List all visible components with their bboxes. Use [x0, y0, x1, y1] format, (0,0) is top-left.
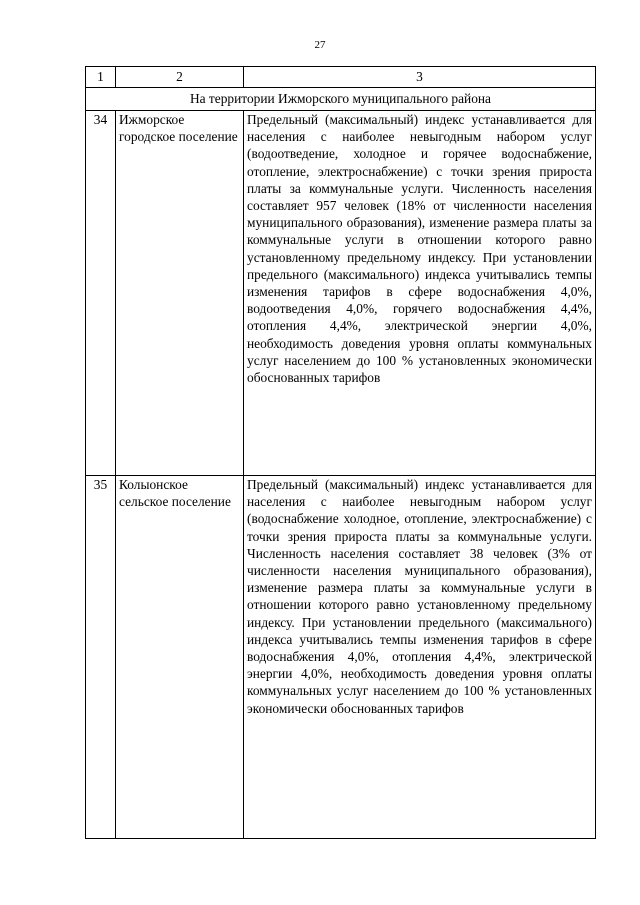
settlement-name: Колыонское сельское поселение	[116, 476, 244, 839]
row-number: 35	[86, 476, 116, 839]
settlement-name: Ижморское городское поселение	[116, 111, 244, 476]
page-number: 27	[314, 39, 326, 51]
column-header-1: 1	[86, 67, 116, 88]
row-description: Предельный (максимальный) индекс устанавливается для населения с наиболее невыгодным набором услуг (водоснабжение холодное, отопление, электроснабжение) с точки зрения прироста платы за коммунальные услуги. Численность населения составляет 38 человек (3% от численности населения муниципального образования), изменение размера платы за коммунальные услуги в отношении которого равно установленному предельному индексу. При установлении предельного (максимального) индекса учитывались темпы изменения тарифов в сфере водоснабжения 4,0%, отопления 4,4%, электрической энергии 4,0%, необходимость доведения уровня оплаты коммунальных услуг населением до 100 % установленных экономически обоснованных тарифов	[244, 476, 596, 839]
row-description: Предельный (максимальный) индекс устанавливается для населения с наиболее невыгодным набором услуг (водоотведение, холодное и горячее водоснабжение, отопление, электроснабжение) с точки зрения прироста платы за коммунальные услуги. Численность населения составляет 957 человек (18% от численности населения муниципального образования), изменение размера платы за коммунальные услуги в отношении которого равно установленному предельному индексу. При установлении предельного (максимального) индекса учитывались темпы изменения тарифов в сфере водоснабжения 4,0%, водоотведения 4,0%, горячего водоснабжения 4,4%, отопления 4,4%, электрической энергии 4,0%, необходимость доведения уровня оплаты коммунальных услуг населением до 100 % установленных экономически обоснованных тарифов	[244, 111, 596, 476]
tariff-table	[85, 66, 596, 839]
column-header-3: 3	[244, 67, 596, 88]
column-header-row	[86, 67, 596, 88]
table-row	[86, 476, 596, 839]
table-row	[86, 111, 596, 476]
column-header-2: 2	[116, 67, 244, 88]
section-row	[86, 88, 596, 111]
row-number: 34	[86, 111, 116, 476]
section-title: На территории Ижморского муниципального района	[86, 88, 596, 111]
